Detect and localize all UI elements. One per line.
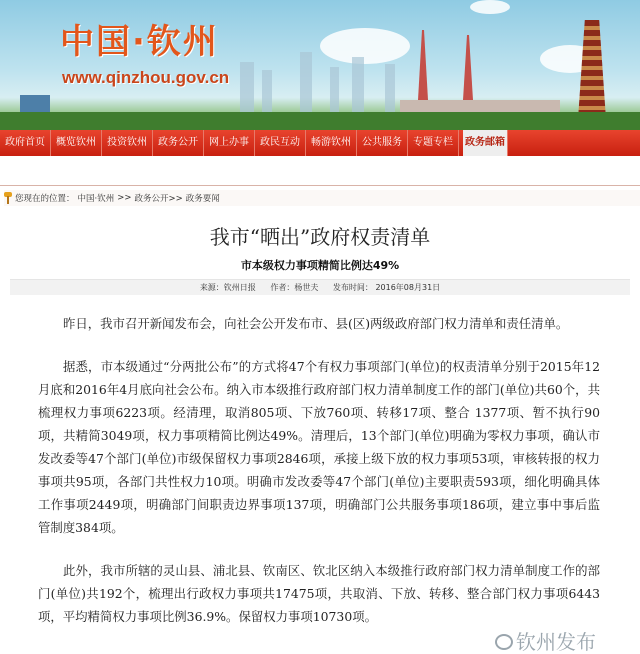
article-paragraph: 此外，我市所辖的灵山县、浦北县、钦南区、钦北区纳入本级推行政府部门权力清单制度工作的部门(单位)共192个，梳理出行政权力事项共17475项，共取消、下放、转移、整合部门权力事项6443项，平均精简权力事项比例36.9%。保留权力事项10730项。 <box>38 563 600 624</box>
article-paragraph: 据悉，市本级通过“分两批公布”的方式将47个有权力事项部门(单位)的权责清单分别于2015年12月底和2016年4月底向社会公布。纳入市本级推行政府部门权力清单制度工作的部门(单位)共60个，共梳理权力事项6223项。经清理，取消805项、下放760项、转移17项、整合 1377项、暂不执行90项，共精简3049项，权力事项精简比例达49%。清理后，13个部门(单位)明确为零权力事项，确认市发改委等47个部门(单位)市级保留权力事项2846项，承接上级下放的权力事项53项，审核转报的权力事项共95项，各部门共性权力10项。明确市发改委等47个部门(单位)主要职责593项，细化明确具体工作事项2449项，明确部门间职责边界事项137项，明确部门公共服务事项186项，建立事中事后监管制度384项。 <box>38 359 600 535</box>
nav-topics[interactable]: 专题专栏 <box>408 130 459 156</box>
watermark <box>38 630 600 654</box>
divider <box>0 185 640 186</box>
skyline-building <box>352 57 364 112</box>
skyline-building <box>300 52 312 112</box>
article-date: 发布时间： 2016年08月31日 <box>332 283 441 292</box>
article-title: 我市“晒出”政府权责清单 <box>209 225 431 249</box>
breadcrumb-news[interactable]: 政务要闻 <box>185 194 220 204</box>
skyline-building <box>330 67 339 112</box>
nav-tourism[interactable]: 畅游钦州 <box>306 130 357 156</box>
bridge-tower <box>418 30 428 100</box>
location-pin-icon <box>4 192 12 204</box>
skyline-building <box>240 62 254 112</box>
skyline-building <box>262 70 272 112</box>
skyline-building <box>385 64 395 112</box>
nav-gov-affairs[interactable]: 政务公开 <box>153 130 204 156</box>
site-url: www.qinzhou.gov.cn <box>62 68 230 87</box>
article-meta <box>10 279 630 295</box>
breadcrumb-gov-affairs[interactable]: 政务公开>> <box>134 194 183 204</box>
site-logo[interactable]: 中国·钦州 <box>60 22 219 62</box>
article-subtitle: 市本级权力事项精简比例达49% <box>240 259 400 272</box>
trees <box>0 112 640 130</box>
bridge-tower <box>463 35 473 100</box>
breadcrumb-separator: >> <box>117 193 132 203</box>
breadcrumb-home[interactable]: 中国·钦州 <box>77 194 115 204</box>
nav-public-service[interactable]: 公共服务 <box>357 130 408 156</box>
breadcrumb-label: 您现在的位置： <box>15 194 75 204</box>
nav-overview[interactable]: 概览钦州 <box>51 130 102 156</box>
main-nav <box>0 130 640 156</box>
nav-invest[interactable]: 投资钦州 <box>102 130 153 156</box>
nav-home[interactable]: 政府首页 <box>0 130 51 156</box>
cloud <box>320 28 410 64</box>
breadcrumb <box>4 190 640 206</box>
cloud <box>470 0 510 14</box>
nav-mailbox[interactable]: 政务邮箱 <box>463 130 508 156</box>
article-body <box>38 312 600 654</box>
nav-interaction[interactable]: 政民互动 <box>255 130 306 156</box>
wechat-icon <box>495 634 513 650</box>
article-paragraph: 昨日，我市召开新闻发布会，向社会公开发布市、县(区)两级政府部门权力清单和责任清单。 <box>63 316 569 331</box>
nav-online-service[interactable]: 网上办事 <box>204 130 255 156</box>
header-banner <box>0 0 640 130</box>
article-source: 来源：钦州日报 <box>199 283 256 292</box>
watermark-text: 钦州发布 <box>516 630 596 654</box>
article-author: 作者：杨世夫 <box>270 283 319 292</box>
